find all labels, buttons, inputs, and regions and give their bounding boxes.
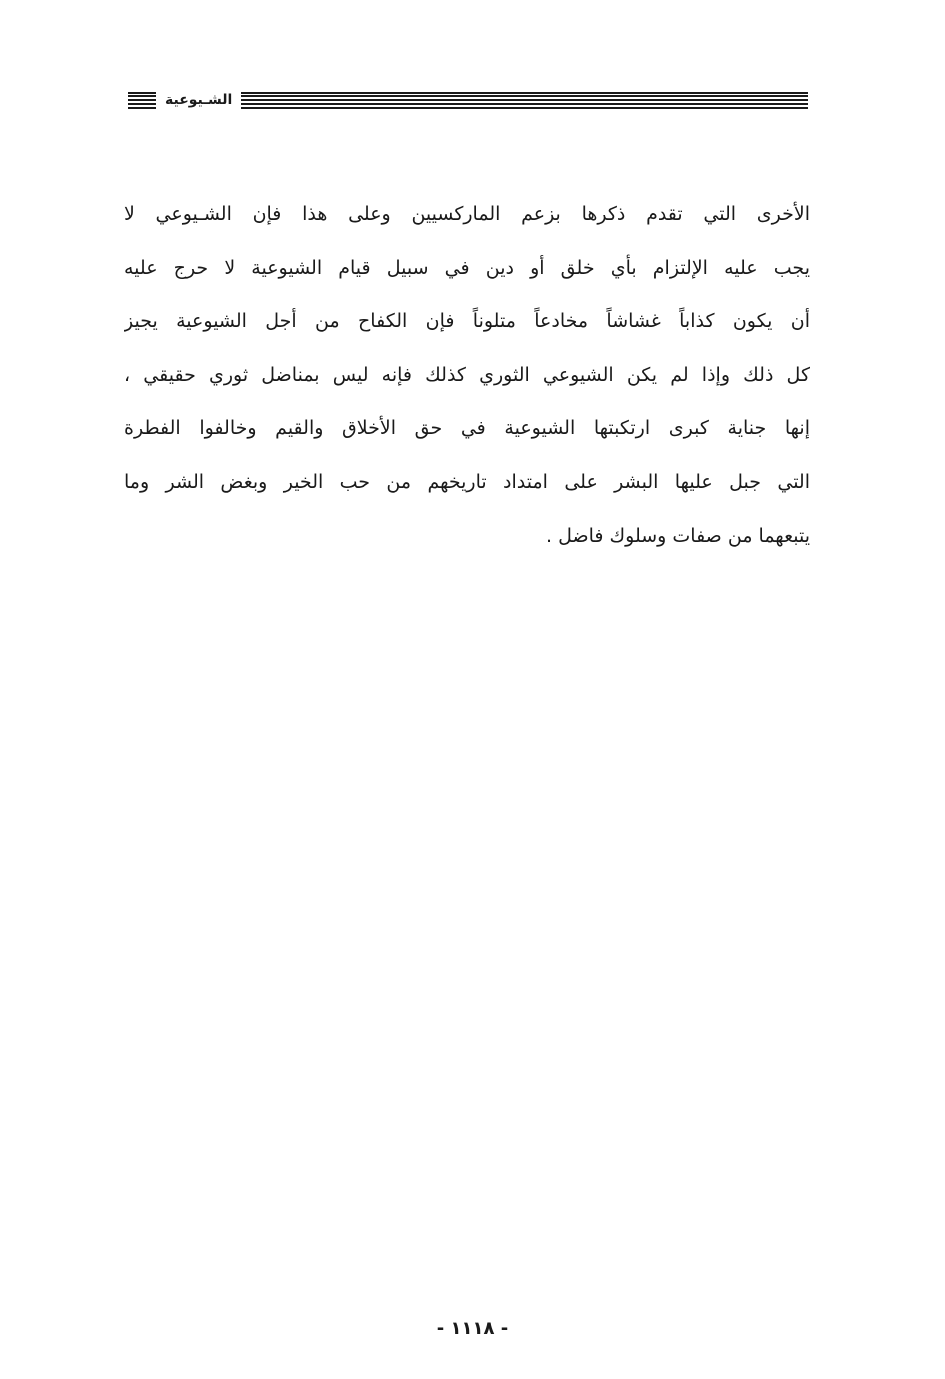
text-line: إنها جناية كبرى ارتكبتها الشيوعية في حق الأخلاق والقيم وخالفوا الفطرة bbox=[124, 417, 810, 440]
page-number: - ١١١٨ - bbox=[436, 1318, 509, 1339]
text-line: التي جبل عليها البشر على امتداد تاريخهم من حب الخير وبغض الشر وما bbox=[124, 470, 810, 493]
text-line: أن يكون كذاباً غشاشاً مخادعاً متلوناً فإن الكفاح من أجل الشيوعية يجيز bbox=[124, 310, 810, 333]
running-header-title: الشـيوعية bbox=[165, 92, 233, 108]
body-text bbox=[124, 188, 810, 563]
header-rule-right bbox=[241, 92, 808, 109]
text-line: يجب عليه الإلتزام بأي خلق أو دين في سبيل قيام الشيوعية لا حرج عليه bbox=[124, 256, 810, 279]
text-line: الأخرى التي تقدم ذكرها بزعم الماركسيين وعلى هذا فإن الشـيوعي لا bbox=[124, 203, 810, 225]
running-header bbox=[128, 88, 808, 112]
header-rule-left bbox=[128, 92, 156, 109]
text-line: كل ذلك وإذا لم يكن الشيوعي الثوري كذلك فإنه ليس بمناضل ثوري حقيقي ، bbox=[124, 363, 810, 386]
text-line: يتبعهما من صفات وسلوك فاضل . bbox=[545, 524, 810, 547]
